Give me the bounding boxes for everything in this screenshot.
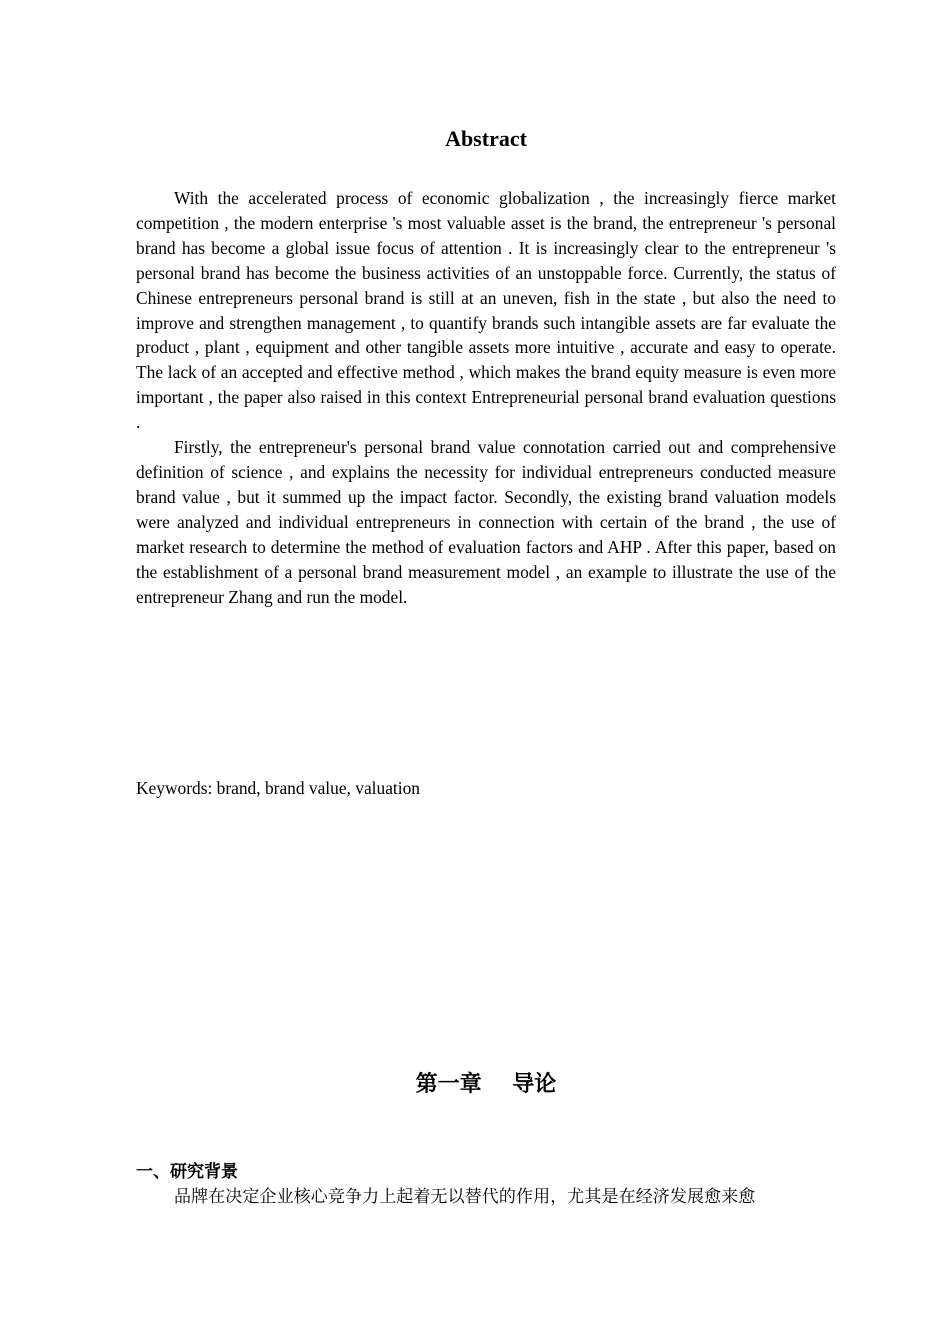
section-paragraph: 品牌在决定企业核心竞争力上起着无以替代的作用，尤其是在经济发展愈来愈 bbox=[174, 1187, 756, 1207]
abstract-body bbox=[136, 186, 836, 609]
keywords-line: Keywords: brand, brand value, valuation bbox=[136, 778, 420, 798]
abstract-paragraph: With the accelerated process of economic globalization , the increasingly fierce market competition , the modern enterprise 's most valuable asset is the brand, the entrepreneur 's personal brand has become a global issue focus of attention . It is increasingly clear to the entrepreneur 's personal brand has become the business activities of an unstoppable force. Currently, the status of Chinese entrepreneurs personal brand is still at an uneven, fish in the state , but also the need to improve and strengthen management , to quantify brands such intangible assets are far evaluate the product , plant , equipment and other tangible assets more intuitive , accurate and easy to operate. The lack of an accepted and effective method , which makes the brand equity measure is even more important , the paper also raised in this context Entrepreneurial personal brand evaluation questions . bbox=[136, 188, 836, 433]
section-heading: 一、研究背景 bbox=[136, 1162, 238, 1182]
chapter-title: 第一章 导论 bbox=[415, 1072, 557, 1097]
abstract-title: Abstract bbox=[445, 126, 527, 151]
abstract-paragraph: Firstly, the entrepreneur's personal brand value connotation carried out and comprehensive definition of science , and explains the necessity for individual entrepreneurs conducted measure brand value , but it summed up the impact factor. Secondly, the existing brand valuation models were analyzed and individual entrepreneurs in connection with certain of the brand , the use of market research to determine the method of evaluation factors and AHP . After this paper, based on the establishment of a personal brand measurement model , an example to illustrate the use of the entrepreneur Zhang and run the model. bbox=[136, 437, 836, 607]
